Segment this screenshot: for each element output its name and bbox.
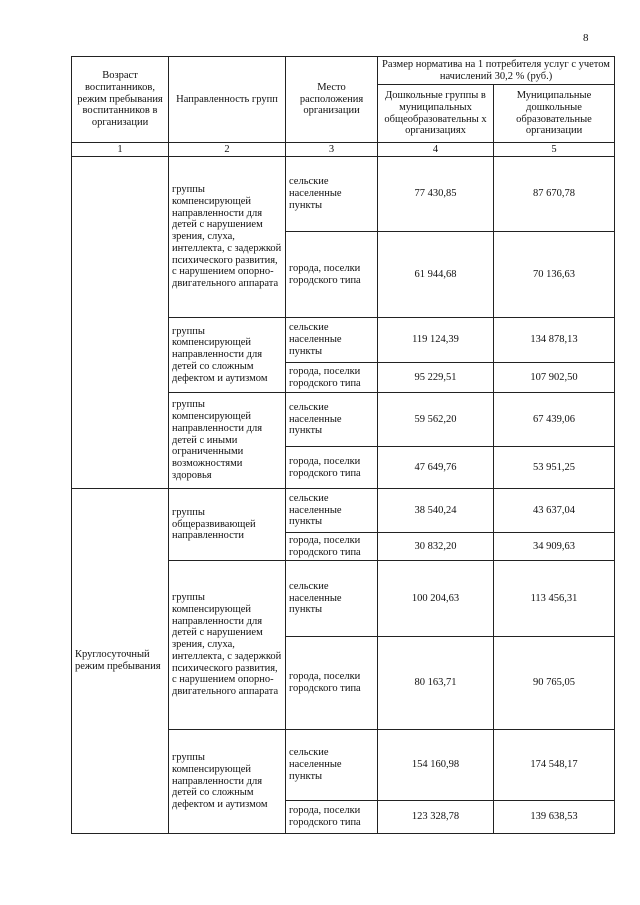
place-cell: города, поселки городского типа [286, 637, 378, 730]
header-place: Место расположения организации [286, 57, 378, 143]
header-size: Размер норматива на 1 потребителя услуг с учетом начислений 30,2 % (руб.) [378, 57, 615, 85]
place-cell: сельские населенные пункты [286, 393, 378, 447]
direction-cell: группы компенсирующей направленности для детей с нарушением зрения, слуха, интеллекта, с задержкой психического развития, с нарушением опорно-двигательного аппарата [169, 157, 286, 318]
col-number: 2 [169, 143, 286, 157]
value-cell: 67 439,06 [494, 393, 615, 447]
place-cell: города, поселки городского типа [286, 363, 378, 393]
value-cell: 80 163,71 [378, 637, 494, 730]
place-cell: сельские населенные пункты [286, 730, 378, 801]
age-cell-empty [72, 157, 169, 489]
age-group-cell: Круглосуточный режим пребывания [72, 489, 169, 834]
value-cell: 77 430,85 [378, 157, 494, 232]
col-number: 1 [72, 143, 169, 157]
col-number: 4 [378, 143, 494, 157]
place-cell: города, поселки городского типа [286, 533, 378, 561]
direction-cell: группы компенсирующей направленности для детей со сложным дефектом и аутизмом [169, 730, 286, 834]
value-cell: 53 951,25 [494, 447, 615, 489]
place-cell: города, поселки городского типа [286, 232, 378, 318]
value-cell: 34 909,63 [494, 533, 615, 561]
value-cell: 61 944,68 [378, 232, 494, 318]
col-number: 3 [286, 143, 378, 157]
page-number: 8 [583, 32, 589, 44]
value-cell: 43 637,04 [494, 489, 615, 533]
value-cell: 119 124,39 [378, 318, 494, 363]
place-cell: сельские населенные пункты [286, 489, 378, 533]
place-cell: сельские населенные пункты [286, 318, 378, 363]
value-cell: 30 832,20 [378, 533, 494, 561]
direction-cell: группы компенсирующей направленности для детей со сложным дефектом и аутизмом [169, 318, 286, 393]
value-cell: 113 456,31 [494, 561, 615, 637]
place-cell: сельские населенные пункты [286, 157, 378, 232]
value-cell: 123 328,78 [378, 801, 494, 834]
value-cell: 47 649,76 [378, 447, 494, 489]
direction-cell: группы общеразвивающей направленности [169, 489, 286, 561]
header-age: Возраст воспитанников, режим пребывания воспитанников в организации [72, 57, 169, 143]
value-cell: 107 902,50 [494, 363, 615, 393]
value-cell: 90 765,05 [494, 637, 615, 730]
place-cell: города, поселки городского типа [286, 801, 378, 834]
value-cell: 174 548,17 [494, 730, 615, 801]
value-cell: 100 204,63 [378, 561, 494, 637]
value-cell: 59 562,20 [378, 393, 494, 447]
header-col5: Муниципальные дошкольные образовательные организации [494, 85, 615, 143]
value-cell: 154 160,98 [378, 730, 494, 801]
place-cell: сельские населенные пункты [286, 561, 378, 637]
normative-table [71, 56, 615, 834]
direction-cell: группы компенсирующей направленности для детей с иными ограниченными возможностями здоровья [169, 393, 286, 489]
value-cell: 134 878,13 [494, 318, 615, 363]
value-cell: 87 670,78 [494, 157, 615, 232]
place-cell: города, поселки городского типа [286, 447, 378, 489]
header-direction: Направленность групп [169, 57, 286, 143]
direction-cell: группы компенсирующей направленности для детей с нарушением зрения, слуха, интеллекта, с задержкой психического развития, с нарушением опорно-двигательного аппарата [169, 561, 286, 730]
value-cell: 70 136,63 [494, 232, 615, 318]
value-cell: 38 540,24 [378, 489, 494, 533]
value-cell: 139 638,53 [494, 801, 615, 834]
value-cell: 95 229,51 [378, 363, 494, 393]
col-number: 5 [494, 143, 615, 157]
header-col4: Дошкольные группы в муниципальных общеобразовательны х организациях [378, 85, 494, 143]
